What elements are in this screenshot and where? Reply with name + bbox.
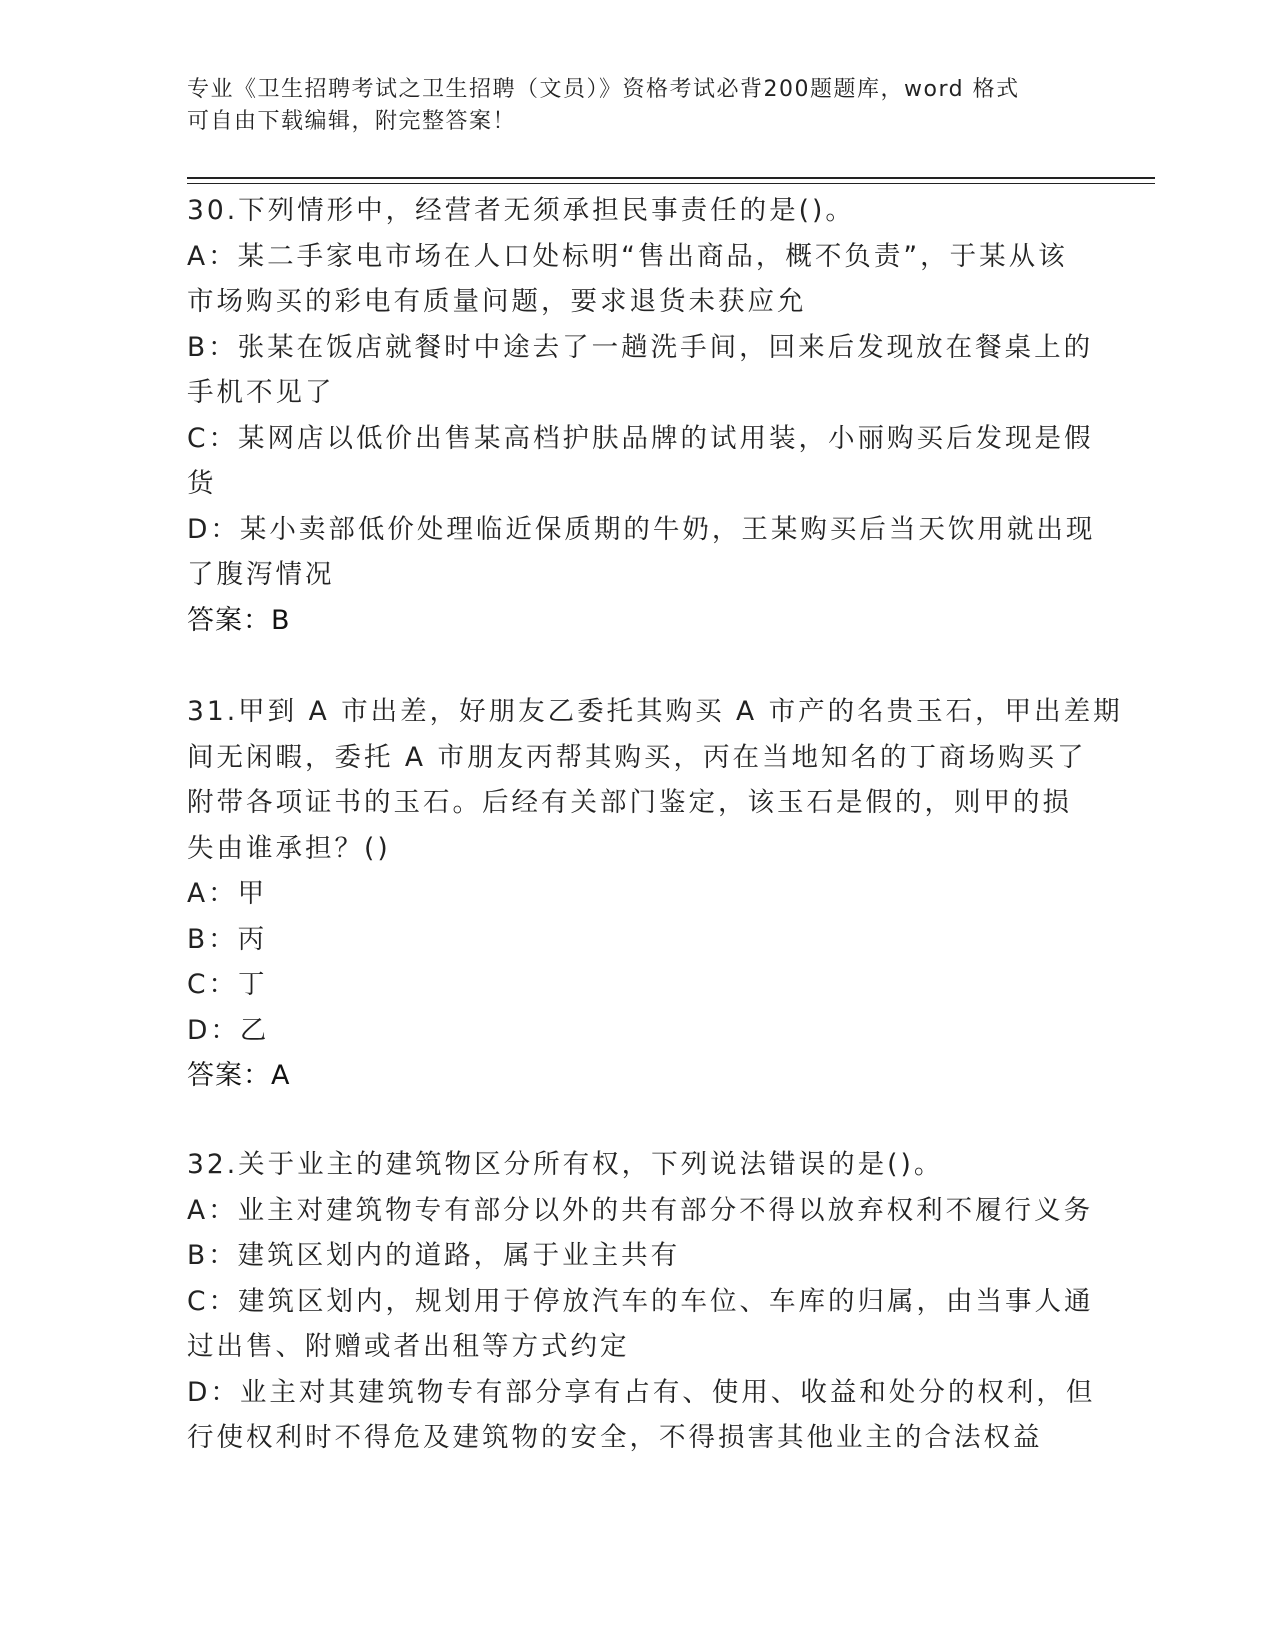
header-line-1: 专业《卫生招聘考试之卫生招聘（文员）》资格考试必背200题题库，word 格式 <box>187 77 1020 102</box>
option-line: 手机不见了 <box>187 377 335 408</box>
question-stem-line: 失由谁承担？() <box>187 832 391 864</box>
question-30 <box>187 188 1096 644</box>
option-c: C：丁 <box>187 969 268 1000</box>
option-line: D：某小卖部低价处理临近保质期的牛奶，王某购买后当天饮用就出现 <box>187 513 1096 545</box>
option-a <box>187 234 1087 325</box>
document-header <box>187 74 1087 138</box>
option-line: B：张某在饭店就餐时中途去了一趟洗手间，回来后发现放在餐桌上的 <box>187 331 1094 363</box>
option-b: B：建筑区划内的道路，属于业主共有 <box>187 1240 681 1271</box>
option-b <box>187 325 1094 416</box>
header-divider-thick <box>187 177 1155 179</box>
option-line: C：建筑区划内，规划用于停放汽车的车位、车库的归属，由当事人通 <box>187 1285 1094 1317</box>
option-line: 过出售、附赠或者出租等方式约定 <box>187 1331 630 1362</box>
option-c <box>187 416 1094 507</box>
question-stem-line: 31.甲到 A 市出差，好朋友乙委托其购买 A 市产的名贵玉石，甲出差期 <box>187 696 1123 727</box>
option-d: D：乙 <box>187 1014 270 1046</box>
question-stem-line: 间无闲暇，委托 A 市朋友丙帮其购买，丙在当地知名的丁商场购买了 <box>187 741 1087 773</box>
header-line-2: 可自由下载编辑，附完整答案！ <box>187 109 517 134</box>
option-d <box>187 507 1096 598</box>
question-31 <box>187 689 1123 1099</box>
option-line: C：某网店以低价出售某高档护肤品牌的试用装，小丽购买后发现是假 <box>187 422 1094 454</box>
option-line: 市场购买的彩电有质量问题，要求退货未获应允 <box>187 286 807 317</box>
option-a: A：业主对建筑物专有部分以外的共有部分不得以放弃权利不履行义务 <box>187 1194 1094 1226</box>
header-divider-thin <box>187 183 1155 184</box>
answer-line: 答案：A <box>187 1060 291 1091</box>
answer-line: 答案：B <box>187 604 291 636</box>
option-line: 了腹泻情况 <box>187 559 335 590</box>
question-stem-line: 32.关于业主的建筑物区分所有权，下列说法错误的是()。 <box>187 1149 944 1180</box>
question-stem-line: 附带各项证书的玉石。后经有关部门鉴定，该玉石是假的，则甲的损 <box>187 787 1072 818</box>
option-a: A：甲 <box>187 878 268 909</box>
option-line: 行使权利时不得危及建筑物的安全，不得损害其他业主的合法权益 <box>187 1422 1043 1453</box>
option-line: A：某二手家电市场在人口处标明“售出商品，概不负责”，于某从该 <box>187 240 1068 272</box>
option-line: D：业主对其建筑物专有部分享有占有、使用、收益和处分的权利，但 <box>187 1376 1096 1408</box>
option-b: B：丙 <box>187 923 268 955</box>
option-c <box>187 1279 1094 1370</box>
option-line: 货 <box>187 468 217 499</box>
option-d <box>187 1370 1096 1461</box>
question-stem-line: 30.下列情形中，经营者无须承担民事责任的是()。 <box>187 195 855 226</box>
question-32 <box>187 1142 1096 1461</box>
